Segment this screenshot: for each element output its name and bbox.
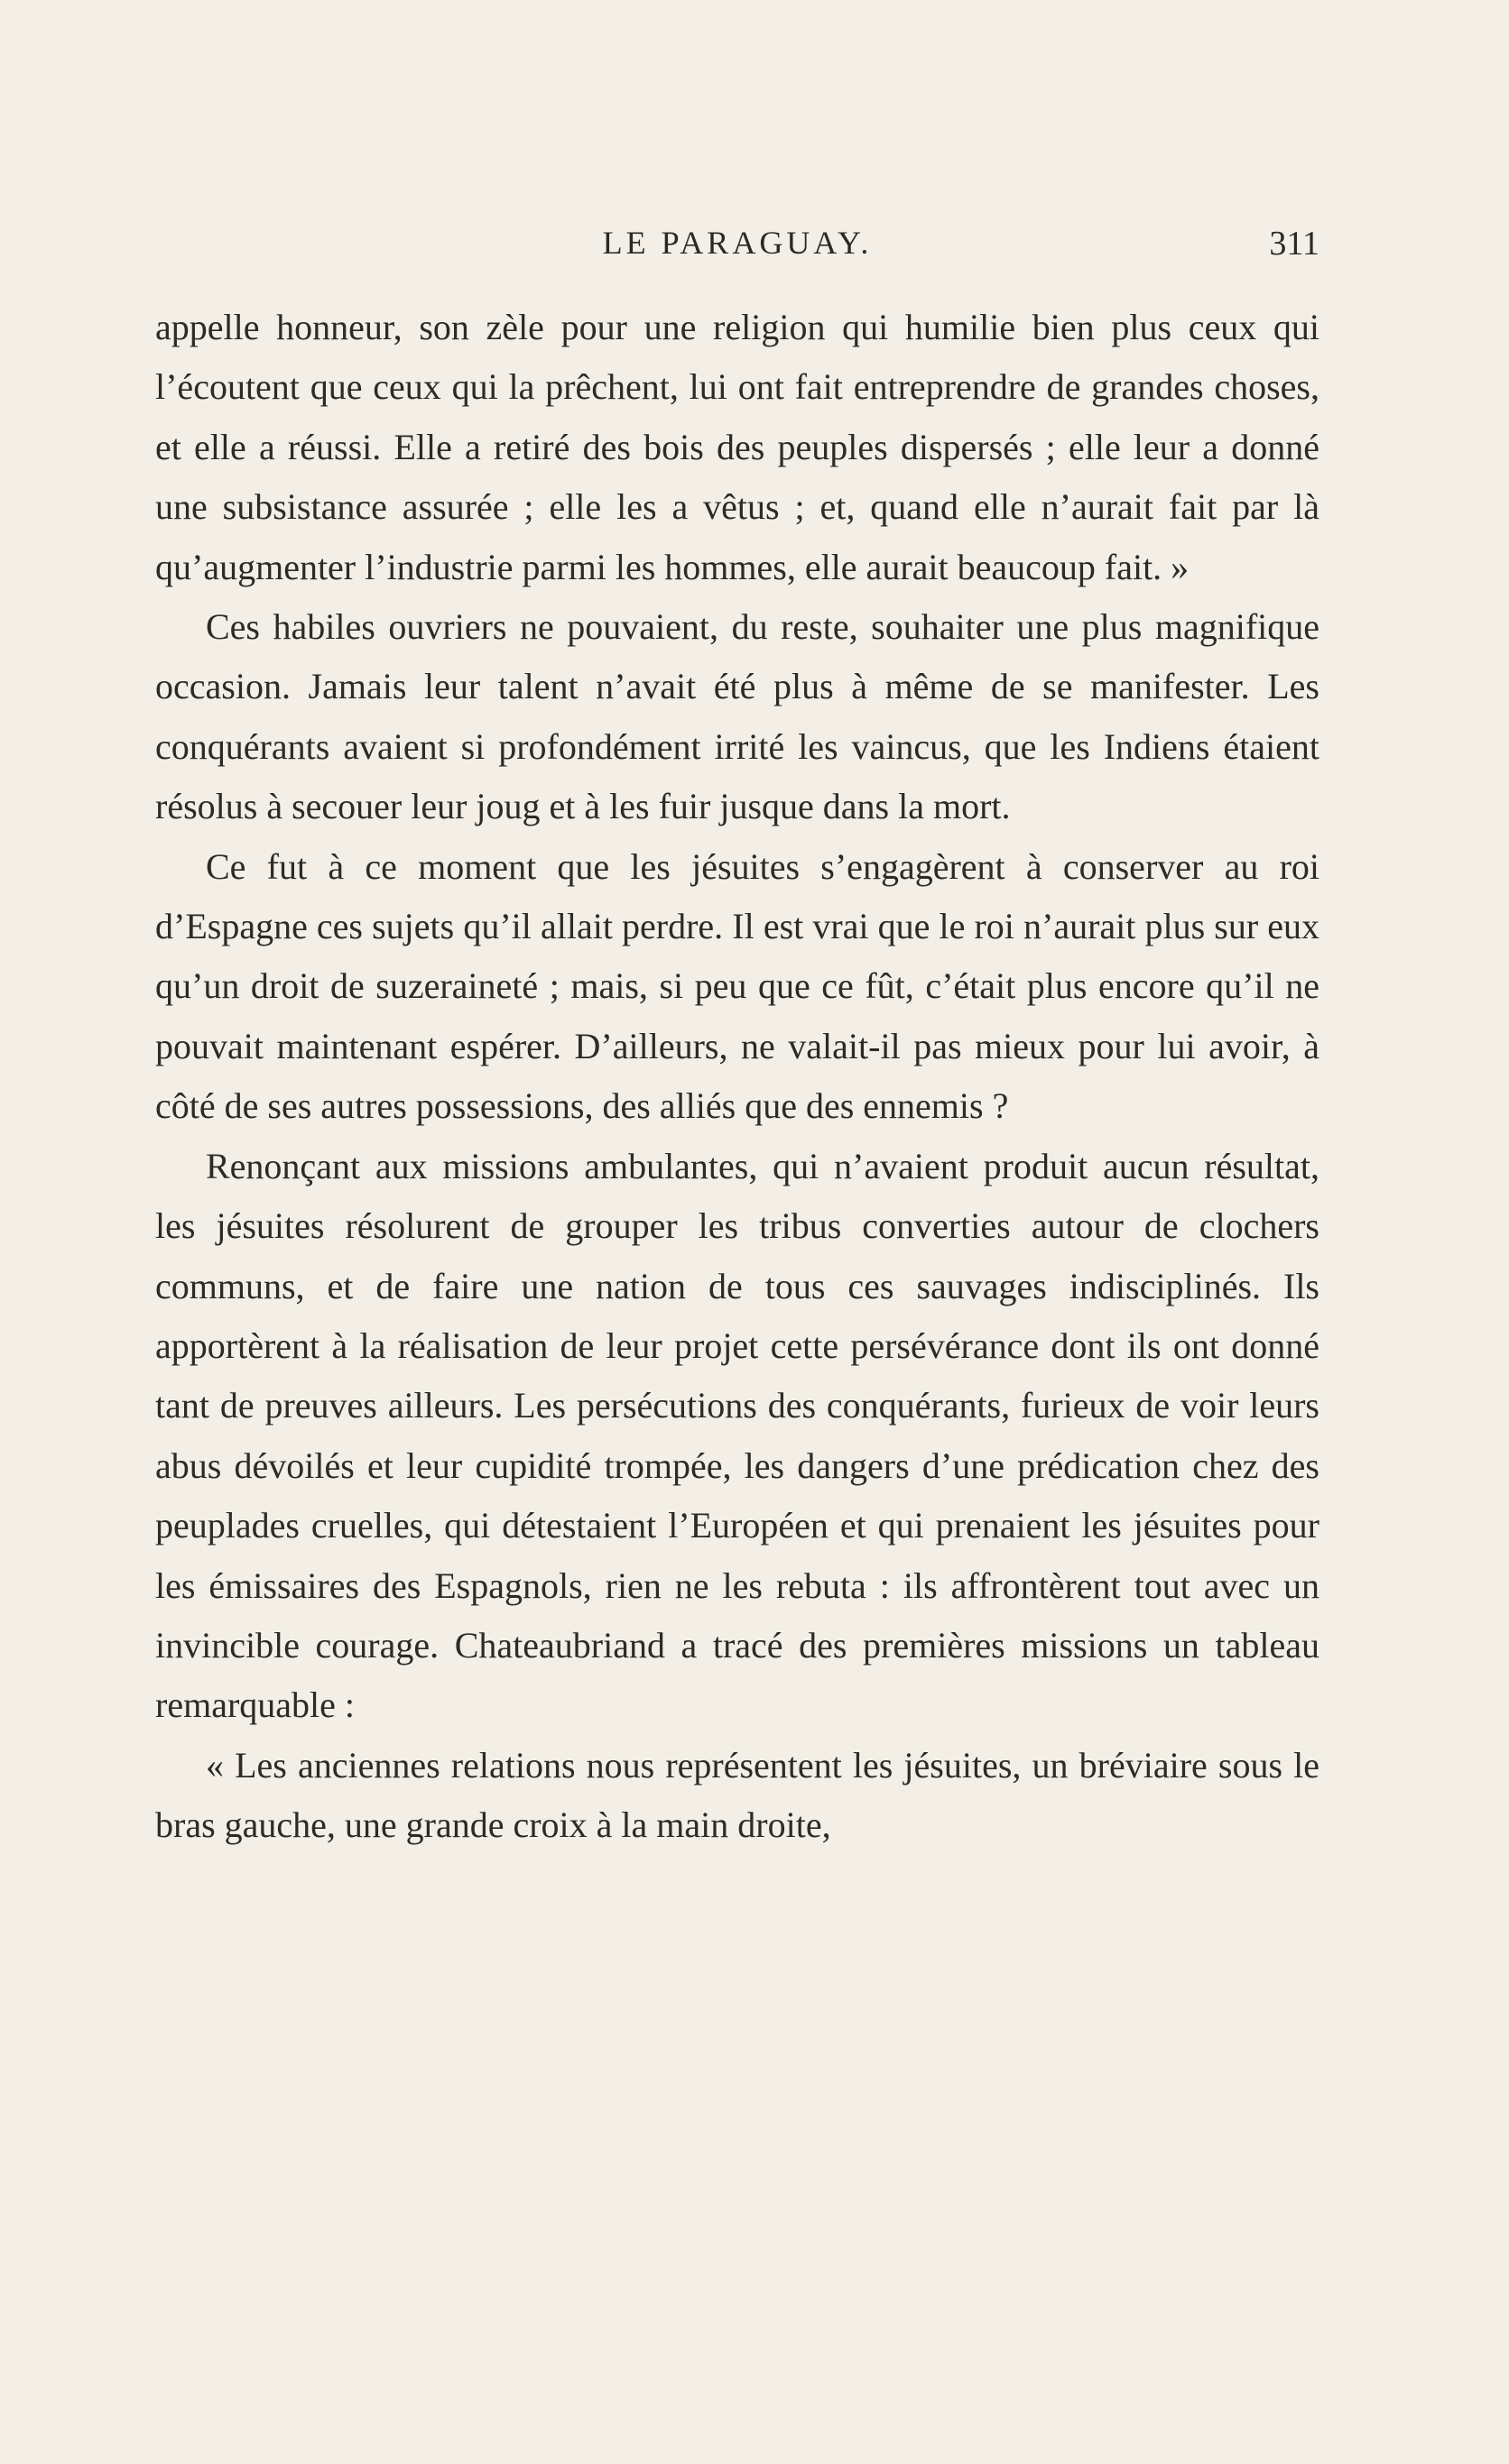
paragraph: Ce fut à ce moment que les jésuites s’engagèrent à conserver au roi d’Espagne ces sujets qu’il allait perdre. Il est vrai que le roi n’aurait plus sur eux qu’un droit de suzeraineté ; mais, si peu que ce fût, c’était plus encore qu’il ne pouvait maintenant espérer. D’ailleurs, ne valait-il pas mieux pour lui avoir, à côté de ses autres possessions, des alliés que des ennemis ? bbox=[155, 845, 1319, 1127]
page-header bbox=[155, 224, 1319, 278]
paragraph-quote: « Les anciennes relations nous représentent les jésuites, un bréviaire sous le bras gauche, une grande croix à la main droite, bbox=[155, 1744, 1319, 1846]
page-number: 311 bbox=[1269, 225, 1319, 263]
paragraph: Ces habiles ouvriers ne pouvaient, du reste, souhaiter une plus magnifique occasion. Jamais leur talent n’avait été plus à même de se manifester. Les conquérants avaient si profondément irrité les vaincus, que les Indiens étaient résolus à secouer leur joug et à les fuir jusque dans la mort. bbox=[155, 606, 1319, 827]
paragraph-continued: appelle honneur, son zèle pour une religion qui humilie bien plus ceux qui l’écoutent que ceux qui la prêchent, lui ont fait entreprendre de grandes choses, et elle a réussi. Elle a retiré des bois des peuples dispersés ; elle leur a donné une subsistance assurée ; elle les a vêtus ; et, quand elle n’aurait fait par là qu’augmenter l’industrie parmi les hommes, elle aurait beaucoup fait. » bbox=[155, 307, 1319, 587]
body-text bbox=[155, 298, 1319, 1856]
running-title: LE PARAGUAY. bbox=[602, 225, 873, 261]
paragraph: Renonçant aux missions ambulantes, qui n’avaient produit aucun résultat, les jésuites résolurent de grouper les tribus converties autour de clochers communs, et de faire une nation de tous ces sauvages indisciplinés. Ils apportèrent à la réalisation de leur projet cette persévérance dont ils ont donné tant de preuves ailleurs. Les persécutions des conquérants, furieux de voir leurs abus dévoilés et leur cupidité trompée, les dangers d’une prédication chez des peuplades cruelles, qui détestaient l’Européen et qui prenaient les jésuites pour les émissaires des Espagnols, rien ne les rebuta : ils affrontèrent tout avec un invincible courage. Chateaubriand a tracé des premières missions un tableau remarquable : bbox=[155, 1145, 1319, 1726]
